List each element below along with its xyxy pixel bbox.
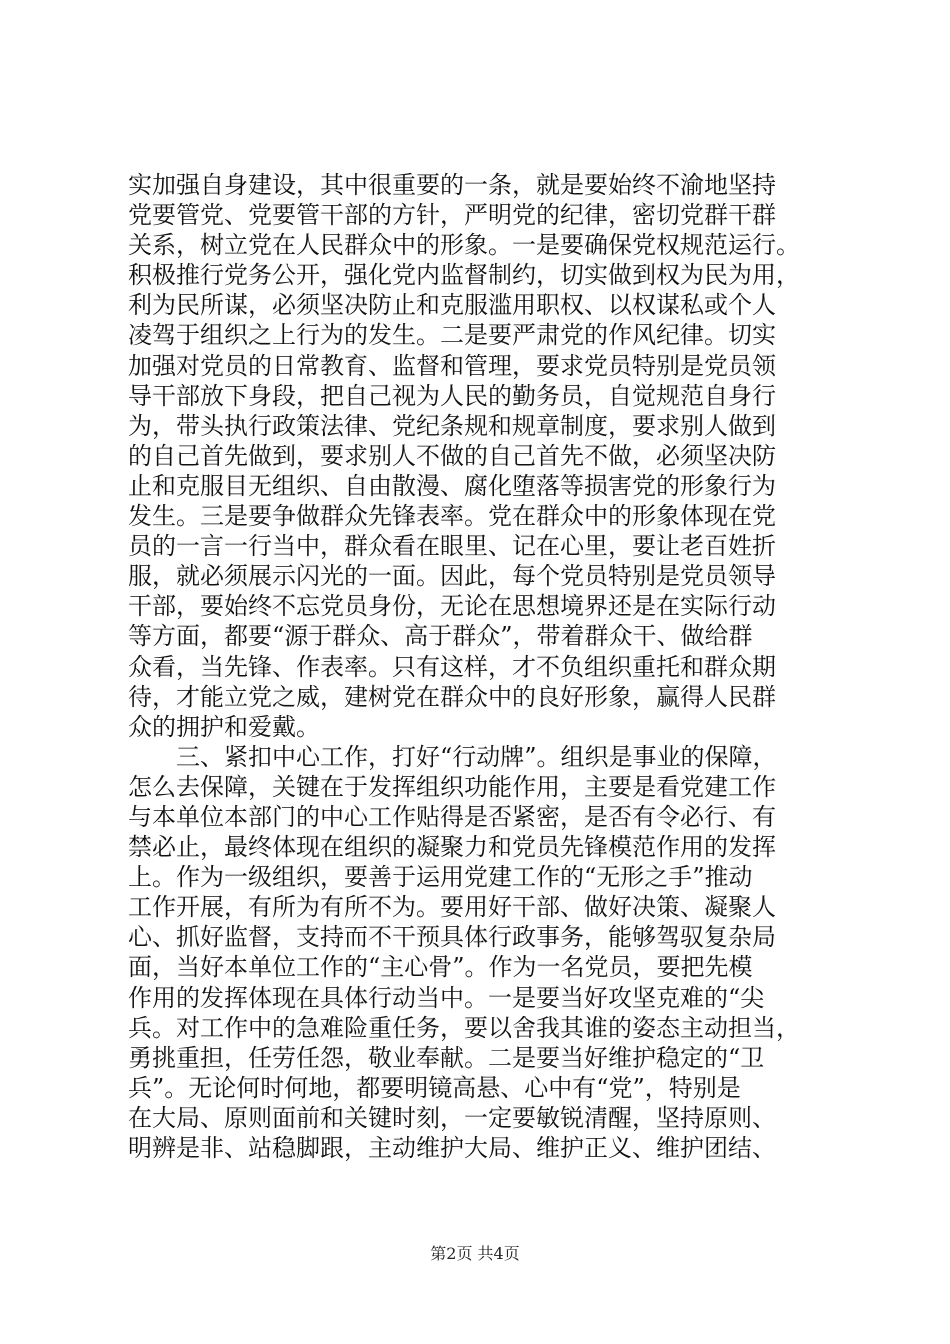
text-line: 党要管党、党要管干部的方针，严明党的纪律，密切党群干群 — [128, 201, 776, 230]
text-line: 兵”。无论何时何地，都要明镜高悬、心中有“党”，特别是 — [128, 1073, 741, 1102]
text-line: 止和克服目无组织、自由散漫、腐化堕落等损害党的形象行为 — [128, 471, 776, 500]
text-line: 与本单位本部门的中心工作贴得是否紧密，是否有令必行、有 — [128, 802, 776, 831]
text-line: 积极推行党务公开，强化党内监督制约，切实做到权为民为用， — [128, 261, 800, 290]
text-line: 凌驾于组织之上行为的发生。二是要严肃党的作风纪律。切实 — [128, 321, 776, 350]
text-line: 心、抓好监督，支持而不干预具体行政事务，能够驾驭复杂局 — [128, 923, 776, 952]
text-line: 在大局、原则面前和关键时刻，一定要敏锐清醒，坚持原则、 — [128, 1103, 776, 1132]
page-number-footer: 第2页 共4页 — [430, 1244, 520, 1263]
text-line: 众看，当先锋、作表率。只有这样，才不负组织重托和群众期 — [128, 652, 776, 681]
text-line: 的自己首先做到，要求别人不做的自己首先不做，必须坚决防 — [128, 441, 776, 470]
text-line: 发生。三是要争做群众先锋表率。党在群众中的形象体现在党 — [128, 502, 776, 531]
body-text — [128, 170, 848, 1163]
text-line: 三、紧扣中心工作，打好“行动牌”。组织是事业的保障， — [128, 742, 777, 771]
text-line: 加强对党员的日常教育、监督和管理，要求党员特别是党员领 — [128, 351, 776, 380]
text-line: 关系，树立党在人民群众中的形象。一是要确保党权规范运行。 — [128, 231, 800, 260]
text-line: 怎么去保障，关键在于发挥组织功能作用，主要是看党建工作 — [128, 772, 776, 801]
text-line: 服，就必须展示闪光的一面。因此，每个党员特别是党员领导 — [128, 562, 776, 591]
text-line: 众的拥护和爱戴。 — [128, 712, 320, 741]
text-line: 作用的发挥体现在具体行动当中。一是要当好攻坚克难的“尖 — [128, 983, 765, 1012]
text-line: 利为民所谋，必须坚决防止和克服滥用职权、以权谋私或个人 — [128, 291, 776, 320]
text-line: 实加强自身建设，其中很重要的一条，就是要始终不渝地坚持 — [128, 171, 776, 199]
text-line: 兵。对工作中的急难险重任务，要以舍我其谁的姿态主动担当， — [128, 1013, 800, 1042]
text-line: 待，才能立党之威，建树党在群众中的良好形象，赢得人民群 — [128, 682, 776, 711]
text-line: 导干部放下身段，把自己视为人民的勤务员，自觉规范自身行 — [128, 381, 776, 410]
text-line: 禁必止，最终体现在组织的凝聚力和党员先锋模范作用的发挥 — [128, 833, 776, 862]
text-line: 干部，要始终不忘党员身份，无论在思想境界还是在实际行动 — [128, 592, 776, 621]
text-line: 等方面，都要“源于群众、高于群众”，带着群众干、做给群 — [128, 622, 753, 651]
text-line: 员的一言一行当中，群众看在眼里、记在心里，要让老百姓折 — [128, 532, 776, 561]
text-line: 明辨是非、站稳脚跟，主动维护大局、维护正义、维护团结、 — [128, 1134, 776, 1162]
text-line: 上。作为一级组织，要善于运用党建工作的“无形之手”推动 — [128, 863, 753, 892]
text-line: 工作开展，有所为有所不为。要用好干部、做好决策、凝聚人 — [128, 893, 776, 922]
text-line: 面，当好本单位工作的“主心骨”。作为一名党员，要把先模 — [128, 953, 753, 982]
text-line: 为，带头执行政策法律、党纪条规和规章制度，要求别人做到 — [128, 411, 776, 440]
text-line: 勇挑重担，任劳任怨，敬业奉献。二是要当好维护稳定的“卫 — [128, 1043, 765, 1072]
